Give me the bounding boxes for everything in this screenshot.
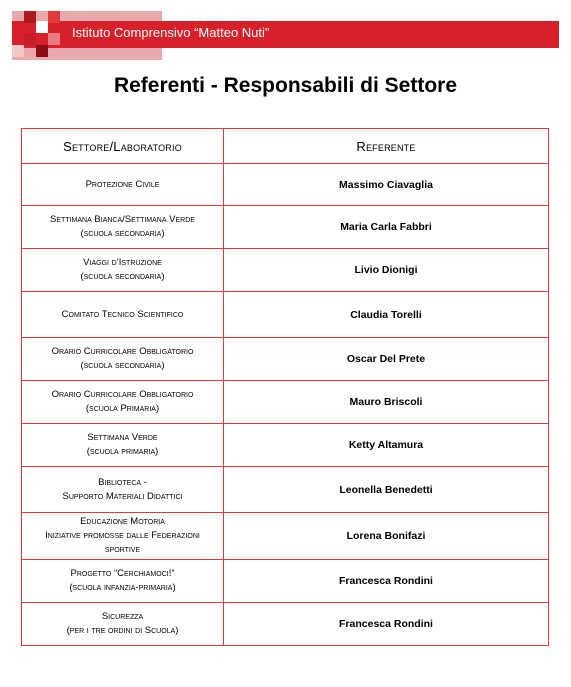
sector-cell xyxy=(22,292,224,338)
referent-cell: Francesca Rondini xyxy=(224,560,549,603)
table-row xyxy=(22,467,549,513)
sector-cell xyxy=(22,381,224,424)
sector-line: (scuola secondaria) xyxy=(80,271,165,282)
table-row xyxy=(22,249,549,292)
column-header-sector: Settore/Laboratorio xyxy=(22,129,224,164)
sector-cell xyxy=(22,603,224,646)
sector-cell xyxy=(22,338,224,381)
sector-cell xyxy=(22,164,224,206)
sector-line: Educazione Motoria xyxy=(80,516,165,527)
table-row xyxy=(22,424,549,467)
table-header-row xyxy=(22,129,549,164)
sector-line: Settimana Verde xyxy=(87,432,158,443)
page-title: Referenti - Responsabili di Settore xyxy=(113,74,458,97)
sector-line: Protezione Civile xyxy=(85,178,160,190)
sector-line: sportive xyxy=(104,544,141,555)
column-header-referent: Referente xyxy=(224,129,549,164)
sector-line: Viaggi d’Istruzione xyxy=(83,257,162,268)
sector-cell xyxy=(22,424,224,467)
sector-line: (per i tre ordini di Scuola) xyxy=(66,625,179,636)
referent-cell: Francesca Rondini xyxy=(224,603,549,646)
sector-line: (scuola secondaria) xyxy=(80,228,165,239)
sector-line: (scuola primaria) xyxy=(86,446,159,457)
referent-cell: Leonella Benedetti xyxy=(224,467,549,513)
sector-cell xyxy=(22,249,224,292)
sector-line: Sicurezza xyxy=(101,611,144,622)
referent-cell: Claudia Torelli xyxy=(224,292,549,338)
referent-cell: Massimo Ciavaglia xyxy=(224,164,549,206)
logo-squares-icon xyxy=(12,11,72,60)
referent-cell: Mauro Briscoli xyxy=(224,381,549,424)
referent-cell: Oscar Del Prete xyxy=(224,338,549,381)
referent-cell: Ketty Altamura xyxy=(224,424,549,467)
sector-cell xyxy=(22,206,224,249)
sector-line: (scuola infanzia-primaria) xyxy=(69,582,176,593)
referent-cell: Livio Dionigi xyxy=(224,249,549,292)
sector-line: Comitato Tecnico Scientifico xyxy=(61,308,184,320)
sector-line: Orario Curricolare Obbligatorio xyxy=(51,346,194,357)
sector-line: Biblioteca - xyxy=(98,476,147,488)
table-row xyxy=(22,381,549,424)
sector-cell xyxy=(22,467,224,513)
sector-line: Supporto Materiali Didattici xyxy=(62,490,183,502)
referent-cell: Lorena Bonifazi xyxy=(224,513,549,560)
referent-cell: Maria Carla Fabbri xyxy=(224,206,549,249)
table-row xyxy=(22,338,549,381)
sector-line: (scuola secondaria) xyxy=(80,360,165,371)
table-row xyxy=(22,603,549,646)
sector-line: (scuola Primaria) xyxy=(85,403,160,414)
table-row xyxy=(22,164,549,206)
table-row xyxy=(22,513,549,560)
table-row xyxy=(22,206,549,249)
sector-cell xyxy=(22,560,224,603)
sector-line: Orario Curricolare Obbligatorio xyxy=(51,389,194,400)
table-row xyxy=(22,292,549,338)
school-name: Istituto Comprensivo “Matteo Nuti” xyxy=(72,25,270,40)
sector-line: Settimana Bianca/Settimana Verde xyxy=(50,214,195,225)
sector-line: Iniziative promosse dalle Federazioni xyxy=(45,530,200,541)
table-body xyxy=(22,164,549,646)
sector-line: Progetto “Cerchiamoci!” xyxy=(70,568,175,579)
table-row xyxy=(22,560,549,603)
referents-table xyxy=(21,128,549,646)
sector-cell xyxy=(22,513,224,560)
